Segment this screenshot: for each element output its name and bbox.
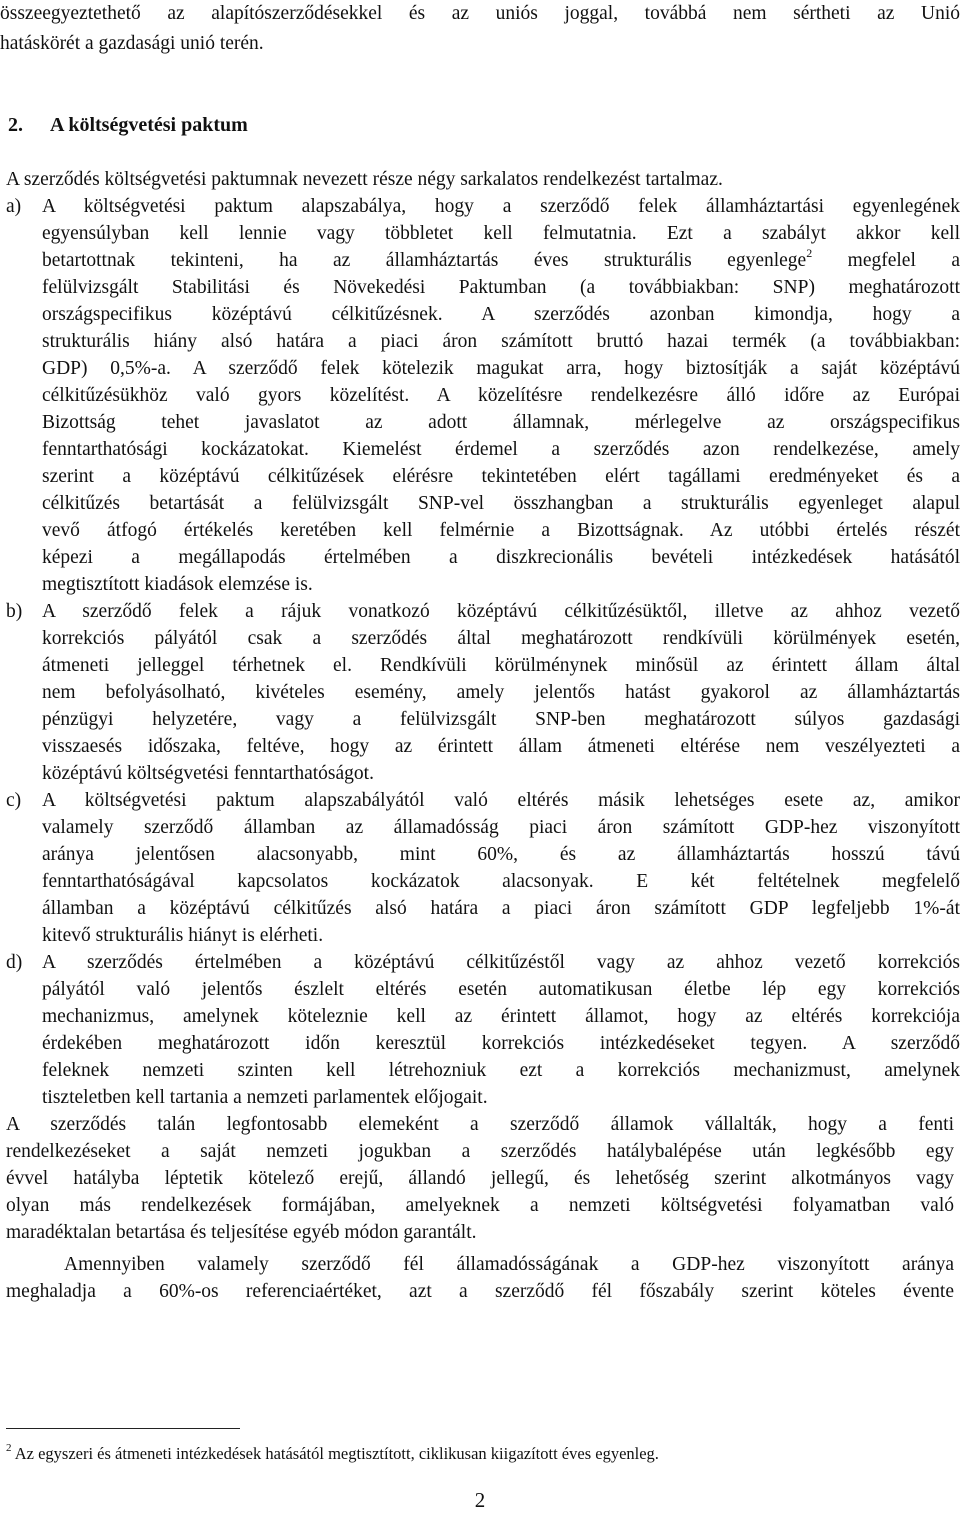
page-number: 2 xyxy=(474,1488,486,1512)
text-line: A költségvetési paktum alapszabálya, hogy a szerződő felek államháztartási egyenlegének xyxy=(42,196,960,217)
text-line: nem befolyásolható, kivételes esemény, amely jelentős hatást gyakorol az államháztartás xyxy=(42,682,960,703)
text-line: Bizottság tehet javaslatot az adott államnak, mérlegelve az országspecifikus xyxy=(42,412,960,433)
text-line: aránya jelentősen alacsonyabb, mint 60%, és az államháztartás hosszú távú xyxy=(42,844,960,865)
text-line: középtávú költségvetési fenntarthatóságot. xyxy=(42,763,374,784)
text-line: képezi a megállapodás értelmében a diszkrecionális bevételi intézkedések hatásától xyxy=(42,547,960,568)
text-line: pénzügyi helyzetére, vagy a felülvizsgált SNP-ben meghatározott súlyos gazdasági xyxy=(42,709,960,730)
text-line: GDP) 0,5%-a. A szerződő felek kötelezik magukat arra, hogy biztosítják a saját középtávú xyxy=(42,358,960,379)
text-line: megtisztított kiadások elemzése is. xyxy=(42,574,313,595)
text-line: felülvizsgált Stabilitási és Növekedési Paktumban (a továbbiakban: SNP) meghatározott xyxy=(42,277,960,298)
text-line: A költségvetési paktum alapszabályától való eltérés másik lehetséges esete az, amikor xyxy=(42,790,960,811)
text-line: meghaladja a 60%-os referenciaértéket, azt a szerződő fél főszabály szerint köteles évente xyxy=(6,1281,954,1302)
intro-line: A szerződés költségvetési paktumnak nevezett része négy sarkalatos rendelkezést tartalmaz. xyxy=(6,169,723,190)
text-line: átmeneti jelleggel térhetnek el. Rendkívüli körülménynek minősül az érintett állam által xyxy=(42,655,960,676)
text-fragment: betartottnak tekinteni, ha az államháztartás éves strukturális egyenlege xyxy=(42,250,807,271)
footnote-mark: 2 xyxy=(6,1442,12,1454)
text-line: visszaesés időszaka, feltéve, hogy az érintett állam átmeneti eltérése nem veszélyezteti a xyxy=(42,736,960,757)
footnote-reference[interactable]: 2 xyxy=(806,246,813,260)
text-line: valamely szerződő államban az államadósság piaci áron számított GDP-hez viszonyított xyxy=(42,817,960,838)
text-line: összeegyeztethető az alapítószerződésekkel és az uniós joggal, továbbá nem sértheti az Unió xyxy=(0,3,960,24)
text-line: kitevő strukturális hiányt is elérheti. xyxy=(42,925,324,946)
text-line: fenntarthatóságával kapcsolatos kockázatok alacsonyak. E két feltételnek megfelelő xyxy=(42,871,960,892)
item-label-c: c) xyxy=(6,790,22,811)
text-line: célkitűzés betartását a felülvizsgált SNP-vel összhangban a strukturális egyenleget alapul xyxy=(42,493,960,514)
text-line: mechanizmus, amelynek köteleznie kell az érintett államot, hogy az eltérés korrekciója xyxy=(42,1006,960,1027)
text-line: országspecifikus középtávú célkitűzésnek. A szerződés azonban kimondja, hogy a xyxy=(42,304,960,325)
text-line: tiszteletben kell tartania a nemzeti parlamentek előjogait. xyxy=(42,1087,488,1108)
text-line: maradéktalan betartása és teljesítése egyéb módon garantált. xyxy=(6,1222,477,1243)
footnote xyxy=(6,1442,659,1466)
footnote-separator xyxy=(6,1428,240,1429)
item-label-d: d) xyxy=(6,952,23,973)
text-line: vevő átfogó értékelés keretében kell felmérnie a Bizottságnak. Az utóbbi értelés részét xyxy=(42,520,960,541)
text-line: hatáskörét a gazdasági unió terén. xyxy=(0,33,264,54)
text-line: egyensúlyban kell lennie vagy többletet kell felmutatnia. Ezt a szabályt akkor kell xyxy=(42,223,960,244)
text-line: fenntarthatósági kockázatokat. Kiemelést érdemel a szerződés azon rendelkezése, amely xyxy=(42,439,960,460)
text-line-with-footnote xyxy=(42,247,960,274)
text-line: A szerződő felek a rájuk vonatkozó középtávú célkitűzésüktől, illetve az ahhoz vezető xyxy=(42,601,960,622)
text-line: A szerződés értelmében a középtávú célkitűzéstől vagy az ahhoz vezető korrekciós xyxy=(42,952,960,973)
text-fragment: megfelel a xyxy=(847,250,960,271)
text-line: évvel hatályba léptetik kötelező erejű, állandó jellegű, és lehetőség szerint alkotmányos vagy xyxy=(6,1168,954,1189)
text-line: feleknek nemzeti szinten kell létrehozniuk ezt a korrekciós mechanizmust, amelynek xyxy=(42,1060,960,1081)
section-heading xyxy=(8,112,248,139)
text-line: rendelkezéseket a saját nemzeti jogukban a szerződés hatálybalépése után legkésőbb egy xyxy=(6,1141,954,1162)
text-line: olyan más rendelkezések formájában, amelyeknek a nemzeti költségvetési folyamatban való xyxy=(6,1195,954,1216)
footnote-text: Az egyszeri és átmeneti intézkedések hatásától megtisztított, ciklikusan kiigazított éves egyenleg. xyxy=(14,1444,659,1463)
text-line: strukturális hiány alsó határa a piaci áron számított bruttó hazai termék (a továbbiakban: xyxy=(42,331,960,352)
text-line: korrekciós pályától csak a szerződés által meghatározott rendkívüli körülmények esetén, xyxy=(42,628,960,649)
text-line: célkitűzésükhöz való gyors közelítést. A közelítésre rendelkezésre álló időre az Európai xyxy=(42,385,960,406)
text-line: Amennyiben valamely szerződő fél államadósságának a GDP-hez viszonyított aránya xyxy=(64,1254,954,1275)
section-number: 2. xyxy=(8,114,23,136)
text-line: A szerződés talán legfontosabb elemeként a szerződő államok vállalták, hogy a fenti xyxy=(6,1114,954,1135)
item-label-a: a) xyxy=(6,196,22,217)
section-title: A költségvetési paktum xyxy=(50,114,248,136)
text-line: pályától való jelentős észlelt eltérés esetén automatikusan életbe lép egy korrekciós xyxy=(42,979,960,1000)
text-line: érdekében meghatározott időn keresztül korrekciós intézkedéseket tegyen. A szerződő xyxy=(42,1033,960,1054)
text-line: szerint a középtávú célkitűzések elérésre tekintetében elért tagállami eredményeket és a xyxy=(42,466,960,487)
item-label-b: b) xyxy=(6,601,23,622)
text-line: államban a középtávú célkitűzés alsó határa a piaci áron számított GDP legfeljebb 1%-át xyxy=(42,898,960,919)
